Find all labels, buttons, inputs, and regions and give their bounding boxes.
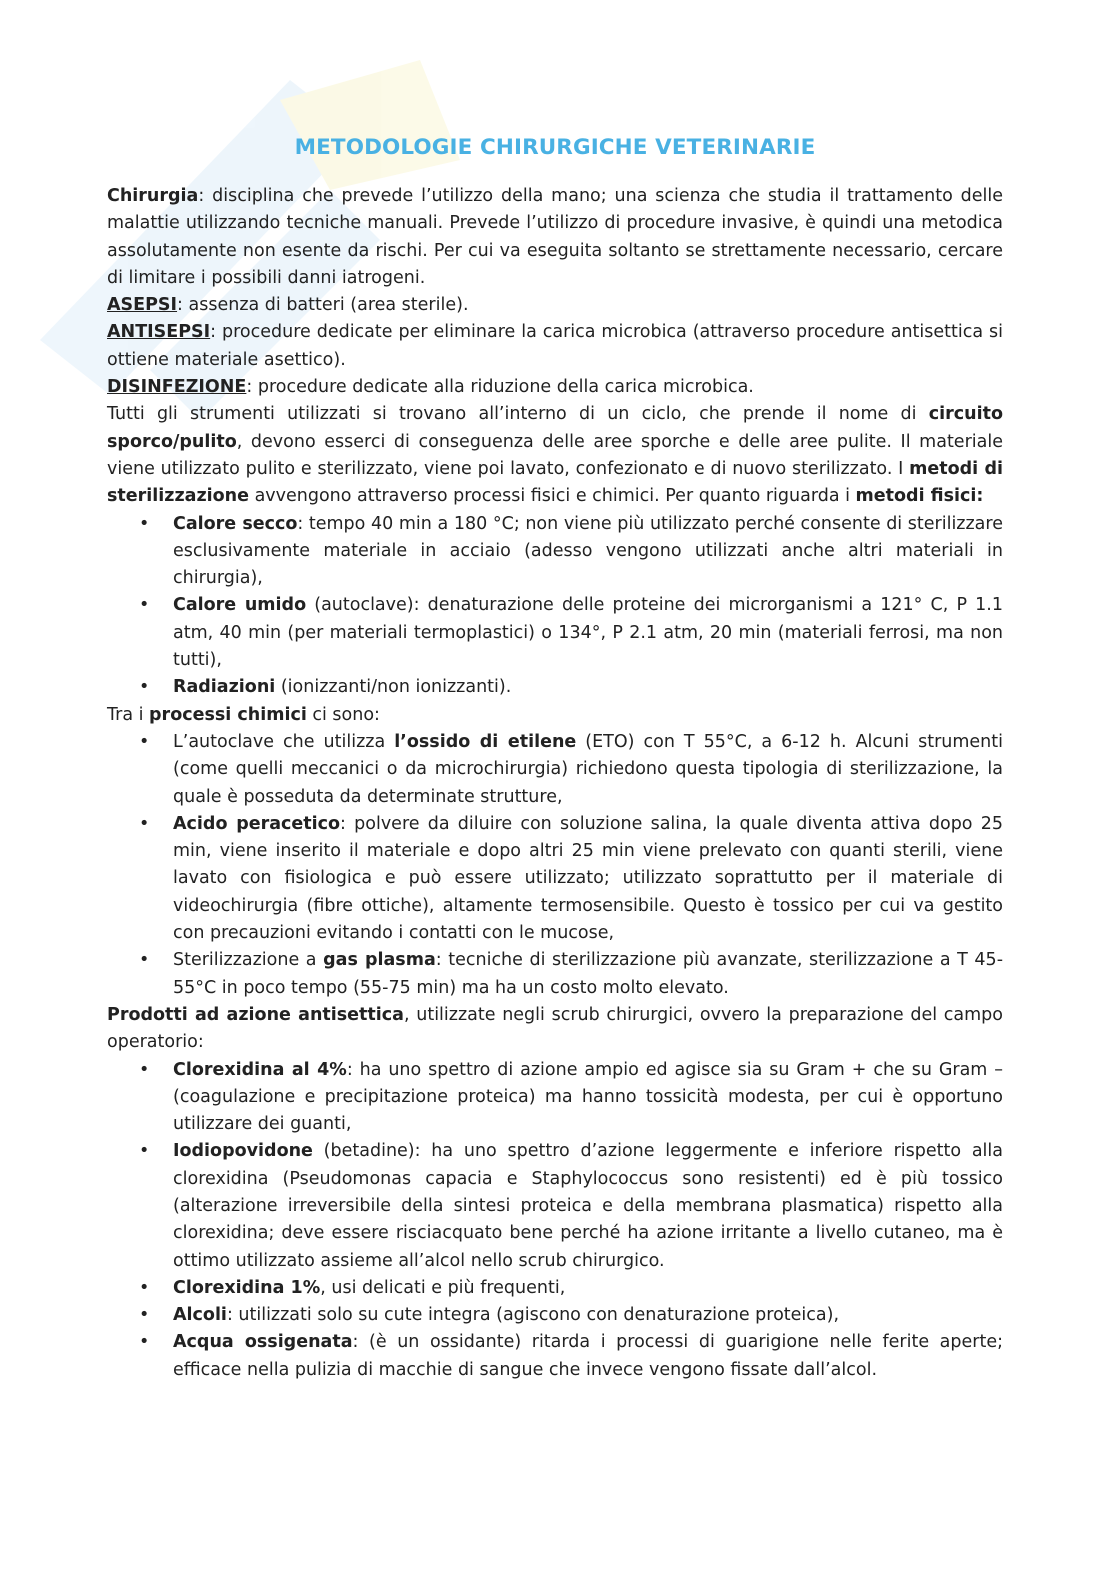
definition-text: : procedure dedicate alla riduzione della carica microbica.	[246, 377, 754, 398]
cycle-text-3: avvengono attraverso processi fisici e chimici. Per quanto riguarda i	[249, 486, 856, 507]
antiseptic-product-item-text: : utilizzati solo su cute integra (agiscono con denaturazione proteica),	[226, 1305, 840, 1326]
physical-method-item-term: Calore umido	[173, 595, 307, 616]
antiseptic-product-item-term: Acqua ossigenata	[173, 1332, 353, 1353]
antiseptic-product-item-term: Clorexidina al 4%	[173, 1059, 347, 1080]
cycle-term-circuito: circuito sporco/pulito	[107, 404, 1003, 452]
chemical-intro	[107, 702, 1003, 729]
antiseptic-product-item-text: : ha uno spettro di azione ampio ed agisce sia su Gram + che su Gram – (coagulazione e precipitazione proteica) ma hanno tossicità modesta, per cui è opportuno utilizzare dei guanti,	[173, 1059, 1003, 1135]
physical-method-item	[107, 674, 1003, 701]
antiseptic-products-list	[107, 1057, 1003, 1385]
cycle-term-metodi: metodi di sterilizzazione	[107, 458, 1003, 507]
chemical-method-item	[107, 947, 1003, 1002]
chemical-method-item	[107, 811, 1003, 947]
physical-method-item	[107, 511, 1003, 593]
antiseptic-product-item-term: Iodiopovidone	[173, 1141, 313, 1162]
antiseptic-product-item	[107, 1275, 1003, 1302]
physical-methods-list	[107, 511, 1003, 702]
antiseptic-product-item-text: : (è un ossidante) ritarda i processi di guarigione nelle ferite aperte; efficace nella pulizia di macchie di sangue che invece vengono fissate dall’alcol.	[173, 1332, 1003, 1380]
antiseptic-product-item	[107, 1057, 1003, 1139]
chemical-method-item-text: : tecniche di sterilizzazione più avanzate, sterilizzazione a T 45-55°C in poco tempo (55-75 min) ma ha un costo molto elevato.	[173, 950, 1004, 998]
definition-text: : procedure dedicate per eliminare la carica microbica (attraverso procedure antisettica si ottiene materiale asettico).	[107, 322, 1003, 370]
chemical-method-item-pre: Sterilizzazione a	[173, 950, 324, 971]
intro-paragraph	[107, 183, 1003, 292]
physical-method-item-text: (ionizzanti/non ionizzanti).	[275, 677, 512, 698]
antiseptic-intro-term: Prodotti ad azione antisettica	[107, 1004, 404, 1025]
chemical-intro-text-2: ci sono:	[306, 704, 380, 725]
antiseptic-product-item	[107, 1138, 1003, 1274]
chemical-intro-text-1: Tra i	[107, 704, 150, 725]
antiseptic-product-item	[107, 1329, 1003, 1384]
chemical-method-item-term: Acido peracetico	[173, 813, 341, 834]
cycle-paragraph	[107, 401, 1003, 510]
intro-term: Chirurgia	[107, 186, 199, 206]
definitions-section	[107, 292, 1003, 401]
definition-text: : assenza di batteri (area sterile).	[177, 295, 469, 316]
antiseptic-product-item	[107, 1302, 1003, 1329]
chemical-method-item	[107, 729, 1003, 811]
definition-disinfezione	[107, 374, 1003, 401]
document-page	[107, 133, 1003, 1384]
chemical-method-item-text: (ETO) con T 55°C, a 6-12 h. Alcuni strumenti (come quelli meccanici o da microchirurgia) richiedono questa tipologia di sterilizzazione, la quale è posseduta da determinate strutture,	[173, 731, 1003, 807]
chemical-method-item-pre: L’autoclave che utilizza	[173, 731, 395, 752]
chemical-method-item-text: : polvere da diluire con soluzione salina, la quale diventa attiva dopo 25 min, viene inserito il materiale e dopo altri 25 min viene prelevato con quanti sterili, viene lavato con fisiologica e può essere utilizzato; utilizzato soprattutto per il materiale di videochirurgia (fibre ottiche), altamente termosensibile. Questo è tossico per cui va gestito con precauzioni evitando i contatti con le mucose,	[173, 813, 1003, 944]
document-title: METODOLOGIE CHIRURGICHE VETERINARIE	[294, 135, 816, 160]
chemical-intro-term: processi chimici	[149, 704, 307, 725]
definition-term: ANTISEPSI	[107, 322, 211, 343]
intro-text: : disciplina che prevede l’utilizzo della mano; una scienza che studia il trattamento delle malattie utilizzando tecniche manuali. Prevede l’utilizzo di procedure invasive, è quindi una metodica assolutamente non esente da rischi. Per cui va eseguita soltanto se strettamente necessario, cercare di limitare i possibili danni iatrogeni.	[107, 186, 1003, 288]
chemical-method-item-term: l’ossido di etilene	[394, 731, 577, 752]
antiseptic-intro-text: , utilizzate negli scrub chirurgici, ovvero la preparazione del campo operatorio:	[107, 1004, 1003, 1053]
antiseptic-product-item-text: , usi delicati e più frequenti,	[320, 1277, 566, 1298]
definition-term: DISINFEZIONE	[107, 377, 247, 398]
antiseptic-product-item-term: Clorexidina 1%	[173, 1277, 321, 1298]
cycle-text-2: , devono esserci di conseguenza delle aree sporche e delle aree pulite. Il materiale viene utilizzato pulito e sterilizzato, viene poi lavato, confezionato e di nuovo sterilizzato. I	[107, 431, 1003, 479]
physical-method-item	[107, 592, 1003, 674]
physical-method-item-text: : tempo 40 min a 180 °C; non viene più utilizzato perché consente di sterilizzare esclusivamente materiale in acciaio (adesso vengono utilizzati anche altri materiali in chirurgia),	[173, 513, 1003, 589]
antiseptic-product-item-term: Alcoli	[173, 1305, 227, 1326]
definition-antisepsi	[107, 319, 1003, 374]
definition-term: ASEPSI	[107, 295, 178, 316]
cycle-text-1: Tutti gli strumenti utilizzati si trovano all’interno di un ciclo, che prende il nome di	[107, 404, 929, 425]
cycle-term-fisici: metodi fisici:	[855, 486, 984, 507]
physical-method-item-term: Radiazioni	[173, 677, 276, 698]
physical-method-item-text: (autoclave): denaturazione delle proteine dei microrganismi a 121° C, P 1.1 atm, 40 min (per materiali termoplastici) o 134°, P 2.1 atm, 20 min (materiali ferrosi, ma non tutti),	[173, 595, 1003, 671]
antiseptic-intro	[107, 1002, 1003, 1057]
physical-method-item-term: Calore secco	[173, 513, 298, 534]
chemical-methods-list	[107, 729, 1003, 1002]
definition-asepsi	[107, 292, 1003, 319]
chemical-method-item-term: gas plasma	[323, 950, 436, 971]
antiseptic-product-item-text: (betadine): ha uno spettro d’azione leggermente e inferiore rispetto alla clorexidina (Pseudomonas capacia e Staphylococcus sono resistenti) ed è più tossico (alterazione irreversibile della sintesi proteica e della membrana plasmatica) rispetto alla clorexidina; deve essere risciacquato bene perché ha azione irritante a livello cutaneo, ma è ottimo utilizzato assieme all’alcol nello scrub chirurgico.	[173, 1141, 1003, 1271]
